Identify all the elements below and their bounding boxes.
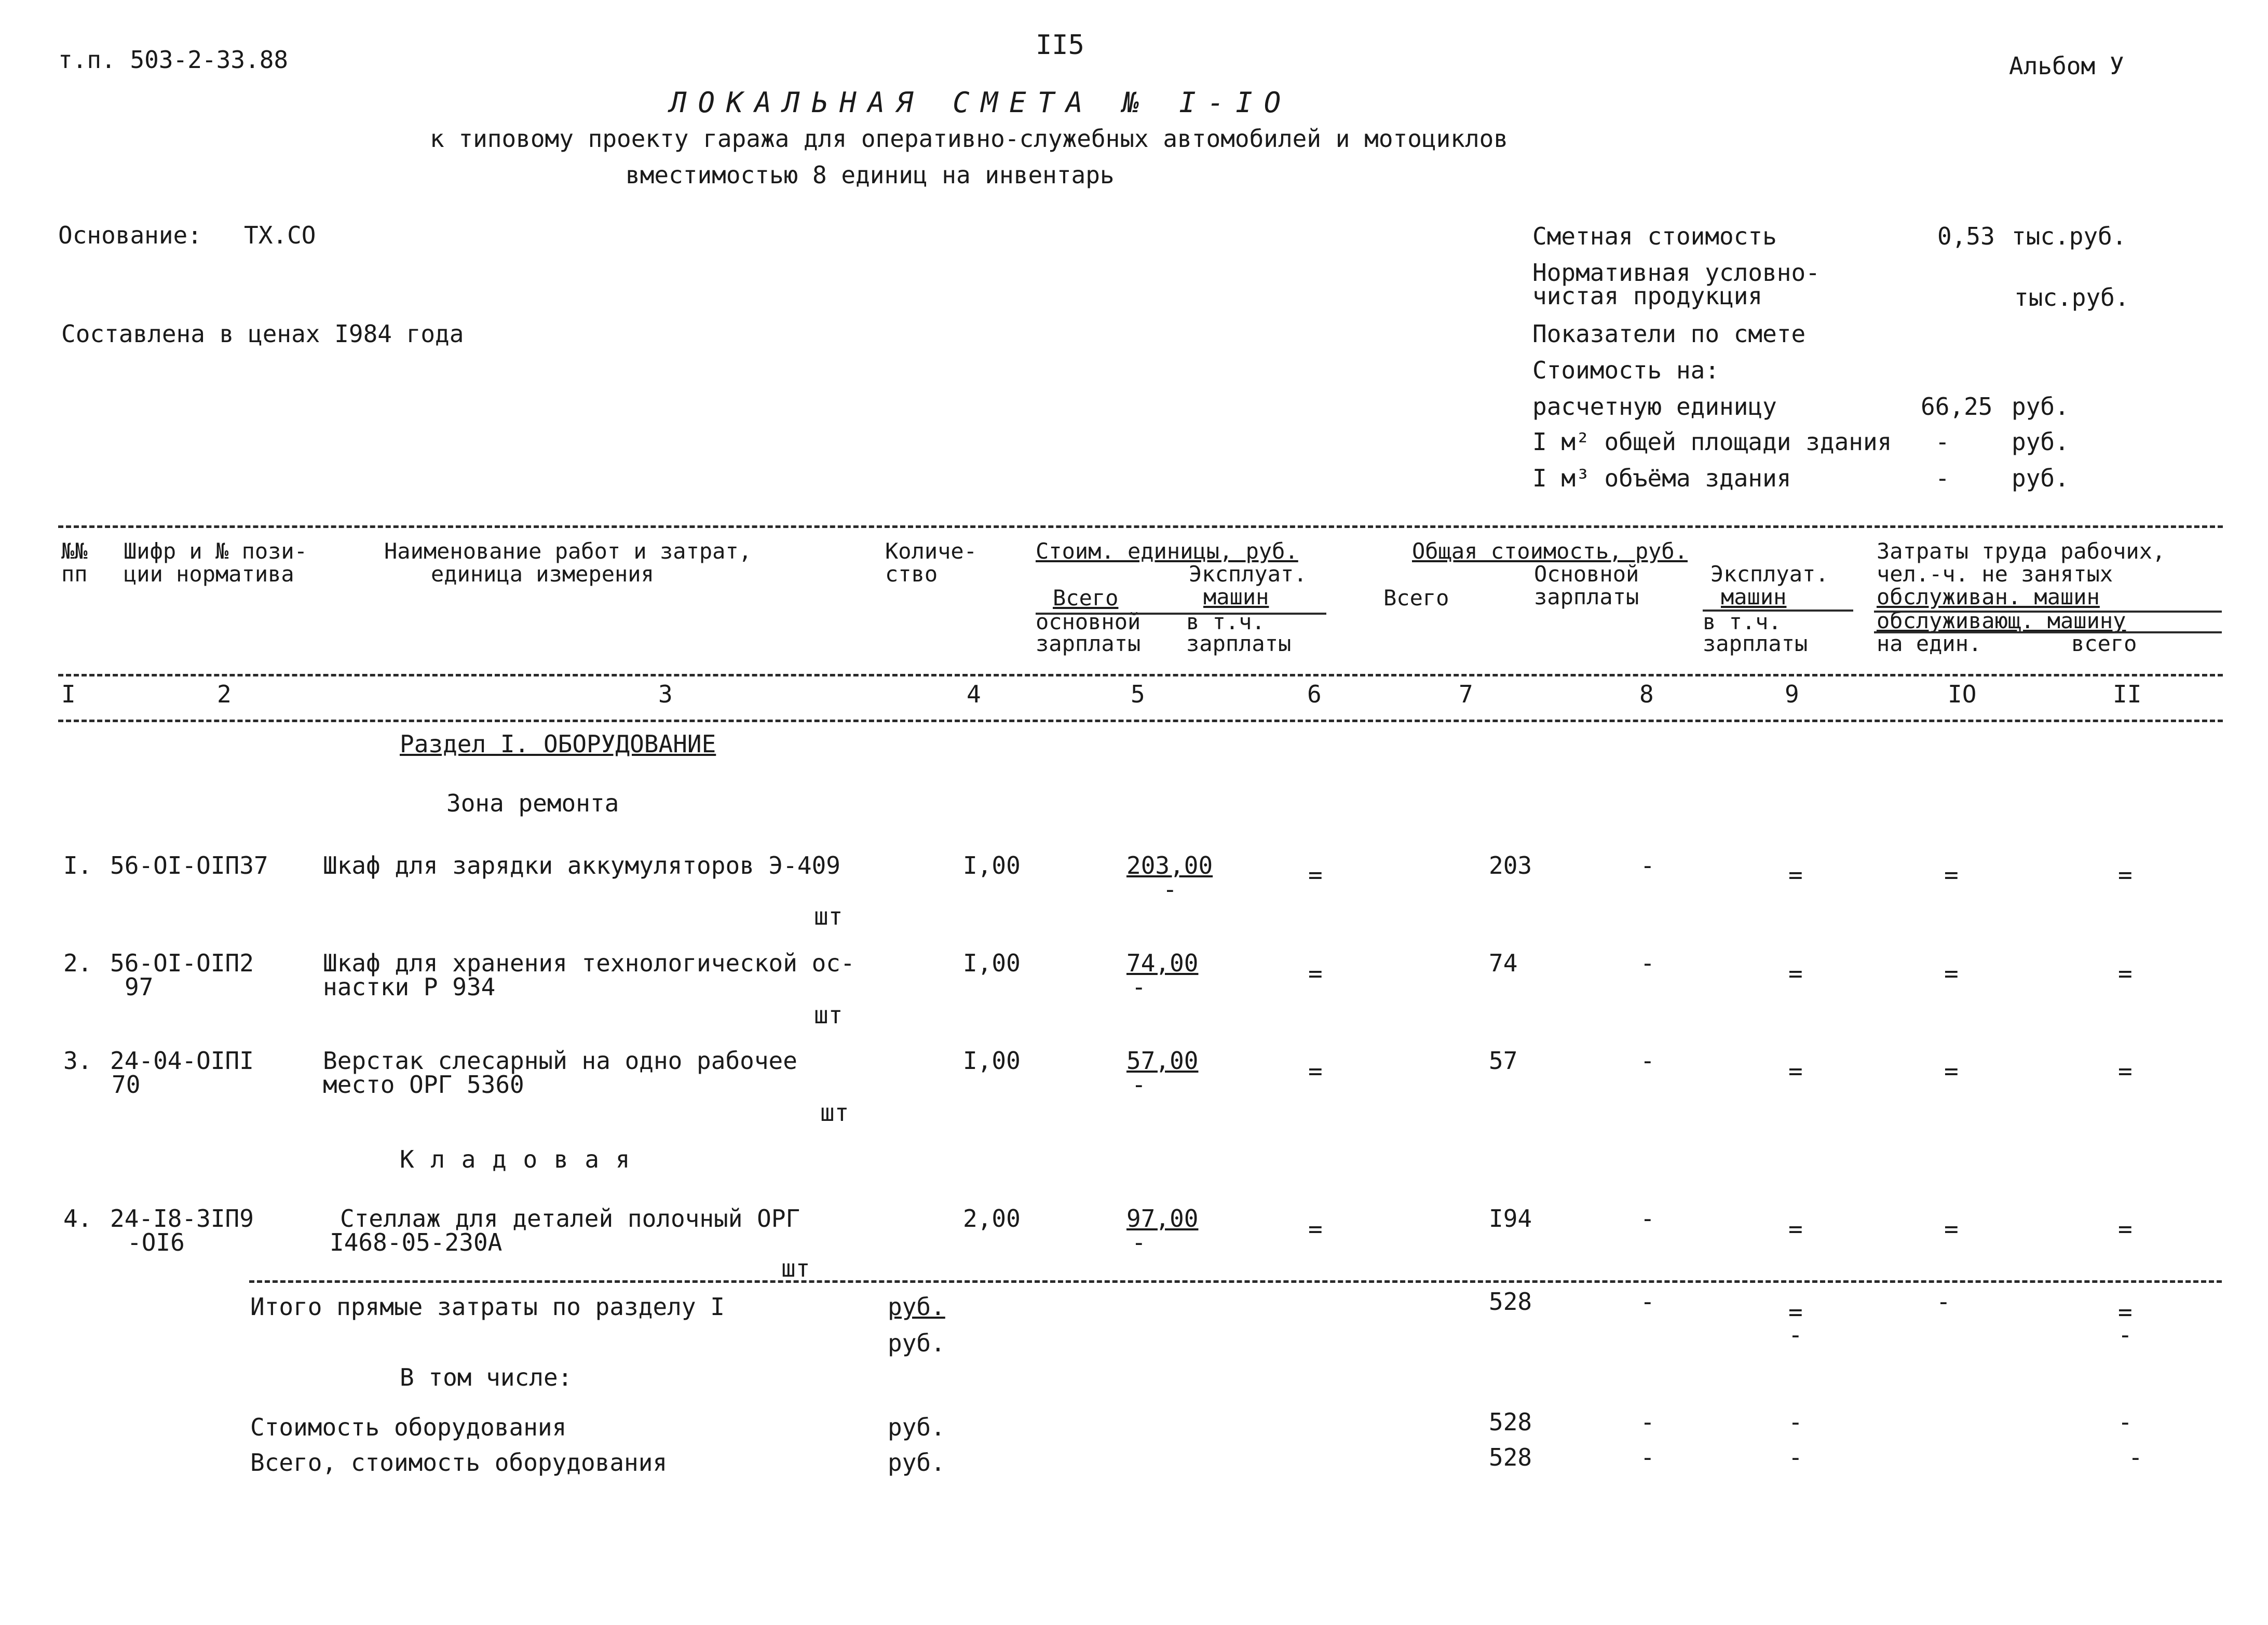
direct-costs-labor-unit: - xyxy=(1936,1288,1951,1316)
row-code: 24-I8-3IП9 xyxy=(110,1204,254,1233)
row-number: 4. xyxy=(63,1204,92,1233)
total-machines-sub-header-2: зарплаты xyxy=(1703,631,1808,656)
col-num: II xyxy=(2113,680,2142,708)
col-num: 6 xyxy=(1307,680,1322,708)
zone-repair-title: Зона ремонта xyxy=(446,789,619,817)
row-name-2: I468-05-230А xyxy=(330,1228,503,1256)
equipment-cost-labor: - xyxy=(2118,1408,2133,1436)
direct-costs-machines-salary: - xyxy=(1788,1321,1803,1349)
header-bottom-rule xyxy=(58,674,2223,676)
row-labor-total: = xyxy=(2118,1215,2133,1243)
including-label: В том числе: xyxy=(400,1363,573,1391)
unit-machines-sub-header-2: зарплаты xyxy=(1186,631,1292,656)
total-equipment-machines: - xyxy=(1788,1443,1803,1471)
unit-cost-label: расчетную единицу xyxy=(1532,392,1777,421)
direct-costs-labor-total-2: - xyxy=(2118,1321,2133,1349)
row-machines-total: = xyxy=(1788,861,1803,889)
row-unit: шт xyxy=(814,1001,843,1029)
row-salary-dash: - xyxy=(1132,1228,1146,1256)
row-salary-total: - xyxy=(1640,851,1655,879)
totals-rule xyxy=(249,1280,2222,1283)
total-machines-header-2: машин xyxy=(1721,584,1787,610)
row-machines-frac: = xyxy=(1308,861,1323,889)
row-labor-per-unit: = xyxy=(1944,1215,1959,1243)
row-name: Шкаф для зарядки аккумуляторов Э-409 xyxy=(323,851,840,879)
total-cost-group-header: Общая стоимость, руб. xyxy=(1412,538,1688,564)
row-total: 203 xyxy=(1489,851,1532,879)
direct-costs-label: Итого прямые затраты по разделу I xyxy=(250,1293,725,1321)
volume-cost-unit: руб. xyxy=(2012,464,2069,492)
equipment-cost-unit: руб. xyxy=(888,1413,945,1441)
row-machines-frac: = xyxy=(1308,1215,1323,1243)
row-total: 57 xyxy=(1489,1047,1518,1075)
col-num: I xyxy=(61,680,76,708)
col-num: 8 xyxy=(1639,680,1654,708)
equipment-cost-machines: - xyxy=(1788,1408,1803,1436)
row-code: 56-OI-OIП2 xyxy=(110,949,254,977)
total-equipment-labor: - xyxy=(2128,1443,2143,1471)
normative-product-label: Нормативная условно- xyxy=(1532,259,1820,287)
total-equipment-total: 528 xyxy=(1489,1443,1532,1471)
row-name-2: настки Р 934 xyxy=(323,973,496,1001)
col-name-header-2: единица измерения xyxy=(431,561,654,587)
row-salary-dash: - xyxy=(1163,875,1177,903)
unit-total-header: Всего xyxy=(1053,585,1119,611)
estimated-cost-label: Сметная стоимость xyxy=(1532,222,1777,250)
document-subtitle: к типовому проекту гаража для оперативно-служебных автомобилей и мотоциклов xyxy=(430,125,1509,153)
row-number: 2. xyxy=(63,949,92,977)
total-salary-header-2: зарплаты xyxy=(1534,584,1639,610)
document-code: т.п. 503-2-33.88 xyxy=(58,46,289,74)
row-machines-frac: = xyxy=(1308,1057,1323,1085)
row-salary-total: - xyxy=(1640,1204,1655,1233)
col-code-header-2: ции норматива xyxy=(124,561,294,587)
equipment-cost-label: Стоимость оборудования xyxy=(250,1413,567,1441)
col-num: 7 xyxy=(1459,680,1473,708)
labor-per-unit-header: на един. xyxy=(1877,631,1982,656)
row-labor-total: = xyxy=(2118,959,2133,987)
row-code: 24-04-OIПI xyxy=(110,1047,254,1075)
estimated-cost-unit: тыс.руб. xyxy=(2012,222,2127,250)
row-unit-price: 203,00 xyxy=(1126,851,1213,879)
row-code: 56-OI-OIП37 xyxy=(110,851,268,879)
header-rule xyxy=(1703,610,1853,612)
labor-header-4: обслуживающ. машину xyxy=(1877,608,2126,633)
direct-costs-unit: руб. xyxy=(888,1293,945,1321)
header-rule xyxy=(1874,631,2222,633)
direct-costs-salary: - xyxy=(1640,1288,1655,1316)
row-number: 3. xyxy=(63,1047,92,1075)
row-machines-total: = xyxy=(1788,1057,1803,1085)
row-labor-total: = xyxy=(2118,861,2133,889)
total-machines-sub-header: в т.ч. xyxy=(1703,609,1782,634)
row-number: I. xyxy=(63,851,92,879)
col-number-header-2: пп xyxy=(61,561,88,587)
unit-cost-group-header: Стоим. единицы, руб. xyxy=(1036,538,1298,564)
row-labor-per-unit: = xyxy=(1944,959,1959,987)
normative-product-label-2: чистая продукция xyxy=(1532,282,1763,310)
direct-costs-unit-2: руб. xyxy=(888,1329,945,1357)
estimated-cost-value: 0,53 xyxy=(1937,222,1995,250)
basis-label: Основание: xyxy=(58,221,202,249)
col-num: 9 xyxy=(1785,680,1799,708)
row-name-2: место ОРГ 5360 xyxy=(323,1071,524,1099)
row-unit: шт xyxy=(820,1099,849,1127)
row-salary-total: - xyxy=(1640,949,1655,977)
row-quantity: I,00 xyxy=(963,851,1021,879)
basis-value: ТХ.СО xyxy=(244,221,316,249)
unit-cost-unit: руб. xyxy=(2012,392,2069,421)
total-machines-header: Эксплуат. xyxy=(1710,561,1829,587)
row-unit: шт xyxy=(781,1254,810,1282)
row-salary-dash: - xyxy=(1132,973,1146,1001)
header-rule xyxy=(1874,611,2222,613)
row-unit-price: 57,00 xyxy=(1126,1047,1199,1075)
row-code-2: 97 xyxy=(125,973,154,1001)
unit-total-sub-header-2: зарплаты xyxy=(1036,631,1141,656)
row-name: Верстак слесарный на одно рабочее xyxy=(323,1047,797,1075)
col-num: IO xyxy=(1948,680,1977,708)
row-labor-total: = xyxy=(2118,1057,2133,1085)
area-cost-unit: руб. xyxy=(2012,428,2069,456)
header-rule xyxy=(1036,613,1326,615)
total-equipment-unit: руб. xyxy=(888,1448,945,1477)
column-number-rule xyxy=(58,720,2223,722)
zone-storage-title: К л а д о в а я xyxy=(400,1145,631,1173)
volume-cost-value: - xyxy=(1935,464,1950,492)
row-total: 74 xyxy=(1489,949,1518,977)
row-quantity: I,00 xyxy=(963,1047,1021,1075)
row-salary-total: - xyxy=(1640,1047,1655,1075)
unit-total-sub-header: основной xyxy=(1036,609,1141,634)
row-unit: шт xyxy=(814,902,843,930)
row-total: I94 xyxy=(1489,1204,1532,1233)
total-all-header: Всего xyxy=(1383,585,1449,611)
unit-machines-sub-header: в т.ч. xyxy=(1186,609,1265,634)
direct-costs-labor-total: = xyxy=(2118,1298,2133,1326)
col-code-header: Шифр и № пози- xyxy=(124,538,308,564)
labor-header-3: обслуживан. машин xyxy=(1877,584,2100,610)
row-code-2: -OI6 xyxy=(127,1228,185,1256)
row-salary-dash: - xyxy=(1132,1071,1146,1099)
row-machines-total: = xyxy=(1788,959,1803,987)
row-code-2: 70 xyxy=(112,1071,141,1099)
row-unit-price: 97,00 xyxy=(1126,1204,1199,1233)
col-qty-header: Количе- xyxy=(885,538,977,564)
table-top-rule xyxy=(58,525,2223,528)
normative-product-unit: тыс.руб. xyxy=(2014,283,2129,312)
cost-per-label: Стоимость на: xyxy=(1532,356,1720,384)
compiled-note: Составлена в ценах I984 года xyxy=(61,320,464,348)
direct-costs-total: 528 xyxy=(1489,1288,1532,1316)
col-num: 3 xyxy=(658,680,673,708)
row-name: Шкаф для хранения технологической ос- xyxy=(323,949,855,977)
row-name: Стеллаж для деталей полочный ОРГ xyxy=(340,1204,800,1233)
col-num: 2 xyxy=(217,680,232,708)
col-name-header: Наименование работ и затрат, xyxy=(384,538,752,564)
volume-cost-label: I м³ объёма здания xyxy=(1532,464,1791,492)
page-number: II5 xyxy=(1036,30,1084,61)
labor-header: Затраты труда рабочих, xyxy=(1877,538,2166,564)
document-subtitle-2: вместимостью 8 единиц на инвентарь xyxy=(626,161,1115,189)
row-labor-per-unit: = xyxy=(1944,861,1959,889)
total-equipment-salary: - xyxy=(1640,1443,1655,1471)
area-cost-value: - xyxy=(1935,428,1950,456)
equipment-cost-salary: - xyxy=(1640,1408,1655,1436)
unit-machines-header-2: машин xyxy=(1203,584,1269,610)
area-cost-label: I м² общей площади здания xyxy=(1532,428,1892,456)
total-equipment-label: Всего, стоимость оборудования xyxy=(250,1448,668,1477)
row-quantity: 2,00 xyxy=(963,1204,1021,1233)
direct-costs-machines: = xyxy=(1788,1298,1803,1326)
col-number-header: №№ xyxy=(61,538,88,564)
col-num: 4 xyxy=(967,680,981,708)
labor-header-2: чел.-ч. не занятых xyxy=(1877,561,2113,587)
row-unit-price: 74,00 xyxy=(1126,949,1199,977)
row-machines-total: = xyxy=(1788,1215,1803,1243)
unit-cost-value: 66,25 xyxy=(1921,392,1993,421)
indicators-label: Показатели по смете xyxy=(1532,320,1806,348)
document-title: ЛОКАЛЬНАЯ СМЕТА № I-IO xyxy=(670,86,1293,119)
col-num: 5 xyxy=(1131,680,1145,708)
col-qty-header-2: ство xyxy=(885,561,938,587)
section-title: Раздел I. ОБОРУДОВАНИЕ xyxy=(400,730,716,758)
total-salary-header: Основной xyxy=(1534,561,1639,587)
labor-total-header: всего xyxy=(2071,631,2137,656)
row-quantity: I,00 xyxy=(963,949,1021,977)
unit-machines-header: Эксплуат. xyxy=(1189,561,1307,587)
row-labor-per-unit: = xyxy=(1944,1057,1959,1085)
row-machines-frac: = xyxy=(1308,959,1323,987)
album-label: Альбом У xyxy=(2009,52,2124,80)
equipment-cost-total: 528 xyxy=(1489,1408,1532,1436)
